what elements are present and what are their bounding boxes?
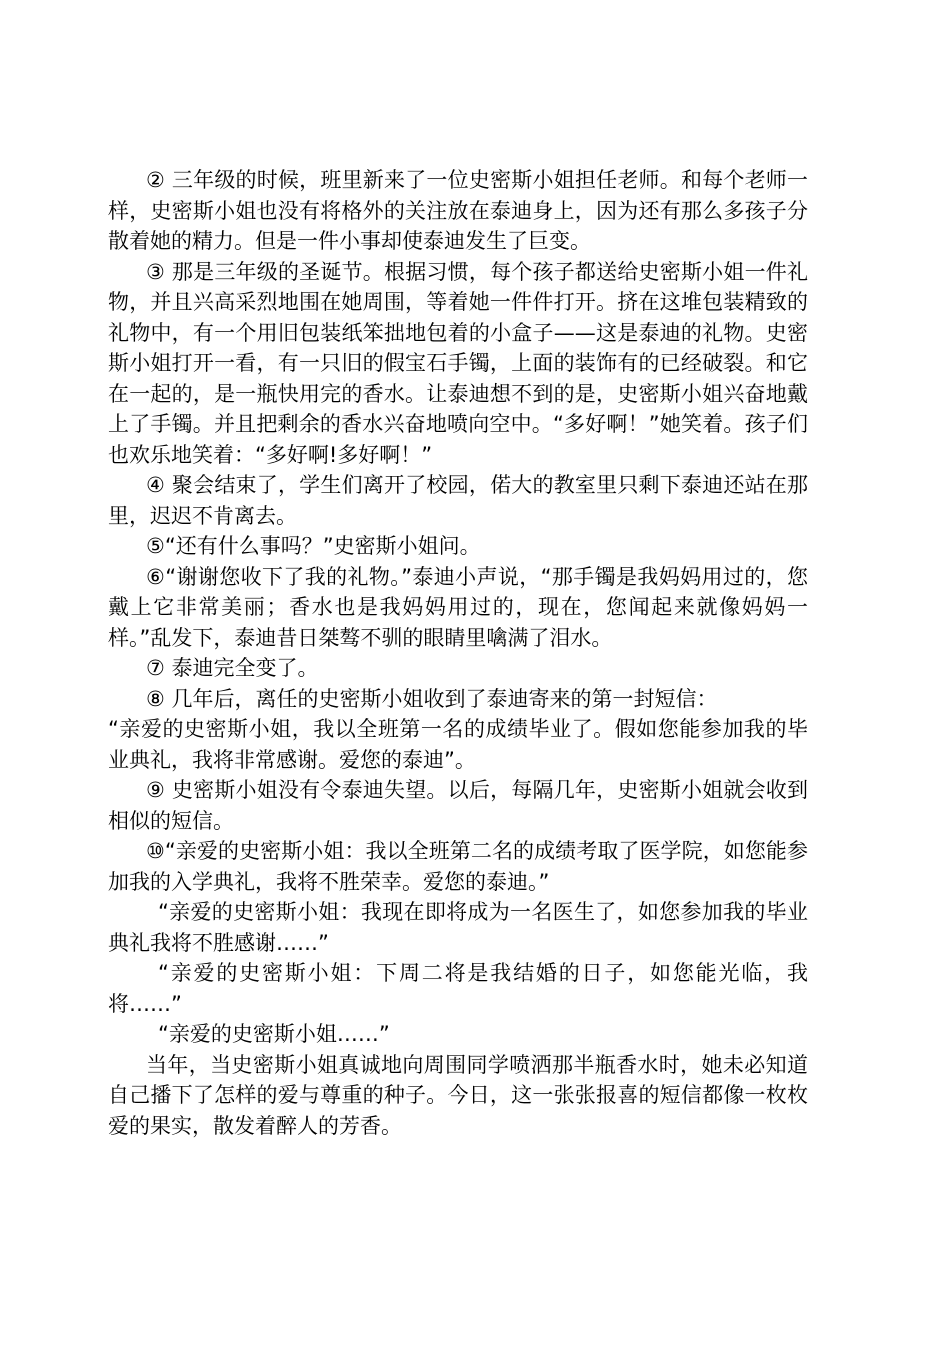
letter-4: “亲爱的史密斯小姐：下周二将是我结婚的日子，如您能光临，我将……” bbox=[108, 961, 808, 1016]
paragraph-3: ③ 那是三年级的圣诞节。根据习惯，每个孩子都送给史密斯小姐一件礼物，并且兴高采烈地围在她周围，等着她一件件打开。挤在这堆包装精致的礼物中，有一个用旧包装纸笨拙地包着的小盒子——这是泰迪的礼物。史密斯小姐打开一看，有一只旧的假宝石手镯，上面的装饰有的已经破裂。和它在一起的，是一瓶快用完的香水。让泰迪想不到的是，史密斯小姐兴奋地戴上了手镯。并且把剩余的香水兴奋地喷向空中。“多好啊！”她笑着。孩子们也欢乐地笑着：“多好啊!多好啊！” bbox=[108, 259, 808, 467]
letter-5: “亲爱的史密斯小姐……” bbox=[158, 1022, 390, 1046]
paragraph-6: ⑥“谢谢您收下了我的礼物。”泰迪小声说，“那手镯是我妈妈用过的，您戴上它非常美丽；香水也是我妈妈用过的，现在，您闻起来就像妈妈一样。”乱发下，泰迪昔日桀骜不驯的眼睛里噙满了泪水。 bbox=[108, 564, 808, 650]
paragraph-2: ② 三年级的时候，班里新来了一位史密斯小姐担任老师。和每个老师一样，史密斯小姐也没有将格外的关注放在泰迪身上，因为还有那么多孩子分散着她的精力。但是一件小事却使泰迪发生了巨变。 bbox=[108, 168, 808, 253]
paragraph-8: ⑧ 几年后，离任的史密斯小姐收到了泰迪寄来的第一封短信： bbox=[146, 686, 718, 711]
letter-3: “亲爱的史密斯小姐：我现在即将成为一名医生了，如您参加我的毕业典礼我将不胜感谢……” bbox=[108, 900, 808, 955]
document-body bbox=[108, 165, 808, 1141]
paragraph-4: ④ 聚会结束了，学生们离开了校园，偌大的教室里只剩下泰迪还站在那里，迟迟不肯离去。 bbox=[108, 473, 808, 528]
letter-1: “亲爱的史密斯小姐，我以全班第一名的成绩毕业了。假如您能参加我的毕业典礼，我将非常感谢。爱您的泰迪”。 bbox=[108, 717, 808, 772]
closing-paragraph: 当年，当史密斯小姐真诚地向周围同学喷洒那半瓶香水时，她未必知道自己播下了怎样的爱与尊重的种子。今日，这一张张报喜的短信都像一枚枚爱的果实，散发着醉人的芳香。 bbox=[108, 1052, 808, 1138]
paragraph-5: ⑤“还有什么事吗？”史密斯小姐问。 bbox=[146, 534, 481, 558]
paragraph-7: ⑦ 泰迪完全变了。 bbox=[146, 656, 319, 680]
paragraph-10: ⑩“亲爱的史密斯小姐：我以全班第二名的成绩考取了医学院，如您能参加我的入学典礼，我将不胜荣幸。爱您的泰迪。” bbox=[108, 839, 808, 894]
paragraph-9: ⑨ 史密斯小姐没有令泰迪失望。以后，每隔几年，史密斯小姐就会收到相似的短信。 bbox=[108, 778, 808, 833]
